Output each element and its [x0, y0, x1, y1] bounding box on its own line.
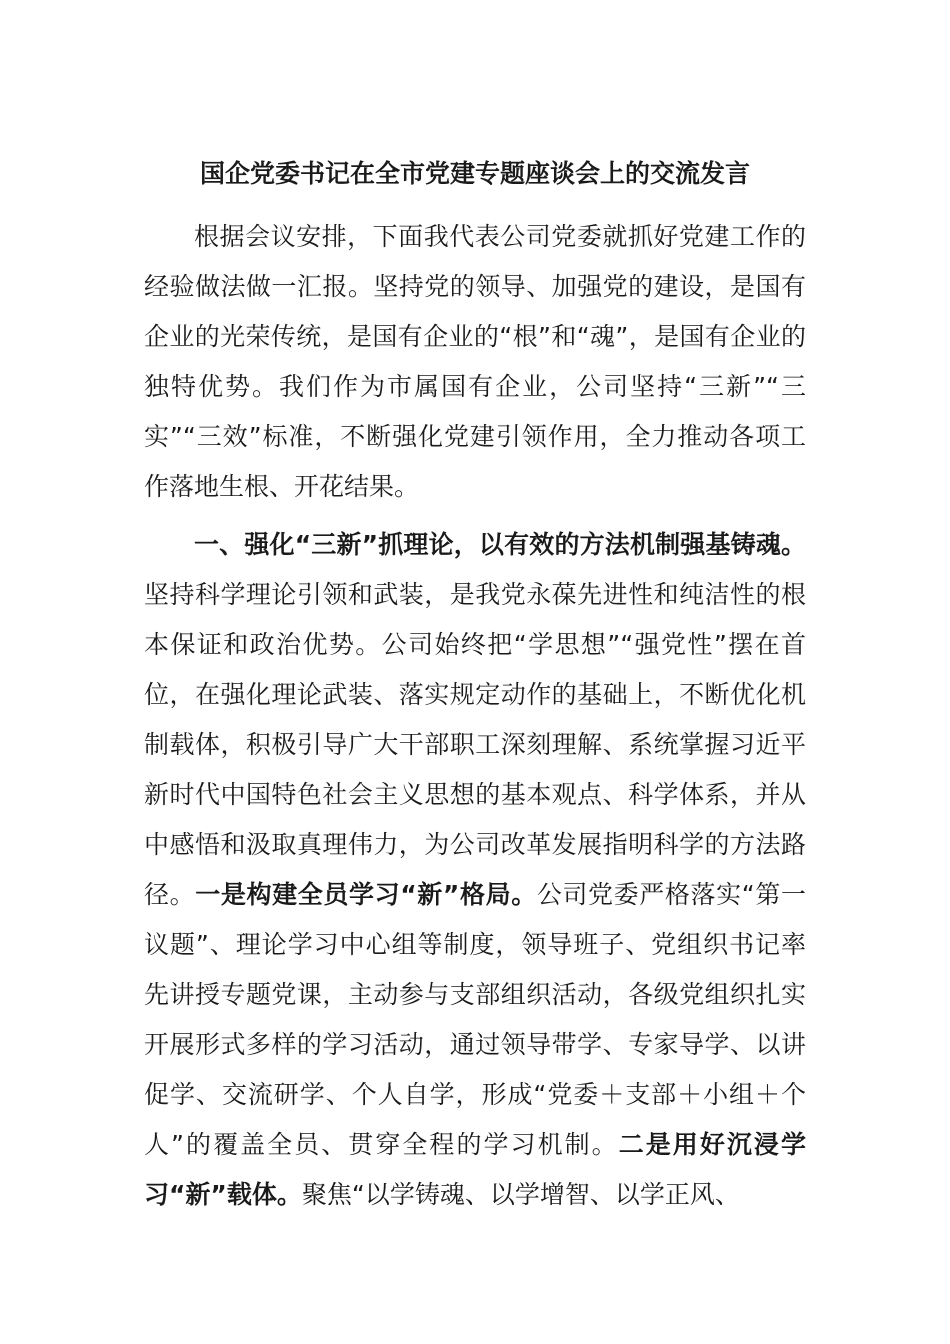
section-1-text: 坚持科学理论引领和武装，是我党永葆先进性和纯洁性的根本保证和政治优势。公司始终把“学思想”“强党性”摆在首位，在强化理论武装、落实规定动作的基础上，不断优化机制载体，积极引导广大干部职工深刻理解、系统掌握习近平新时代中国特色社会主义思想的基本观点、科学体系，并从中感悟和汲取真理伟力，为公司改革发展指明科学的方法路径。	[144, 580, 806, 909]
document-body	[144, 212, 806, 1220]
document-title: 国企党委书记在全市党建专题座谈会上的交流发言	[199, 159, 750, 188]
intro-paragraph: 根据会议安排，下面我代表公司党委就抓好党建工作的经验做法做一汇报。坚持党的领导、加强党的建设，是国有企业的光荣传统，是国有企业的“根”和“魂”，是国有企业的独特优势。我们作为市属国有企业，公司坚持“三新”“三实”“三效”标准，不断强化党建引领作用，全力推动各项工作落地生根、开花结果。	[144, 222, 806, 501]
section-1-paragraph	[144, 520, 806, 1220]
point-2-text: 聚焦“以学铸魂、以学增智、以学正风、	[301, 1180, 740, 1209]
point-1-heading: 一是构建全员学习“新”格局。	[195, 880, 537, 909]
section-1-heading: 一、强化“三新”抓理论，以有效的方法机制强基铸魂。	[194, 530, 806, 559]
point-1-text: 公司党委严格落实“第一议题”、理论学习中心组等制度，领导班子、党组织书记率先讲授专题党课，主动参与支部组织活动，各级党组织扎实开展形式多样的学习活动，通过领导带学、专家导学、以讲促学、交流研学、个人自学，形成“党委＋支部＋小组＋个人”的覆盖全员、贯穿全程的学习机制。	[144, 880, 806, 1159]
point-2-heading: 二是用好沉浸学习“新”载体。	[144, 1130, 806, 1209]
